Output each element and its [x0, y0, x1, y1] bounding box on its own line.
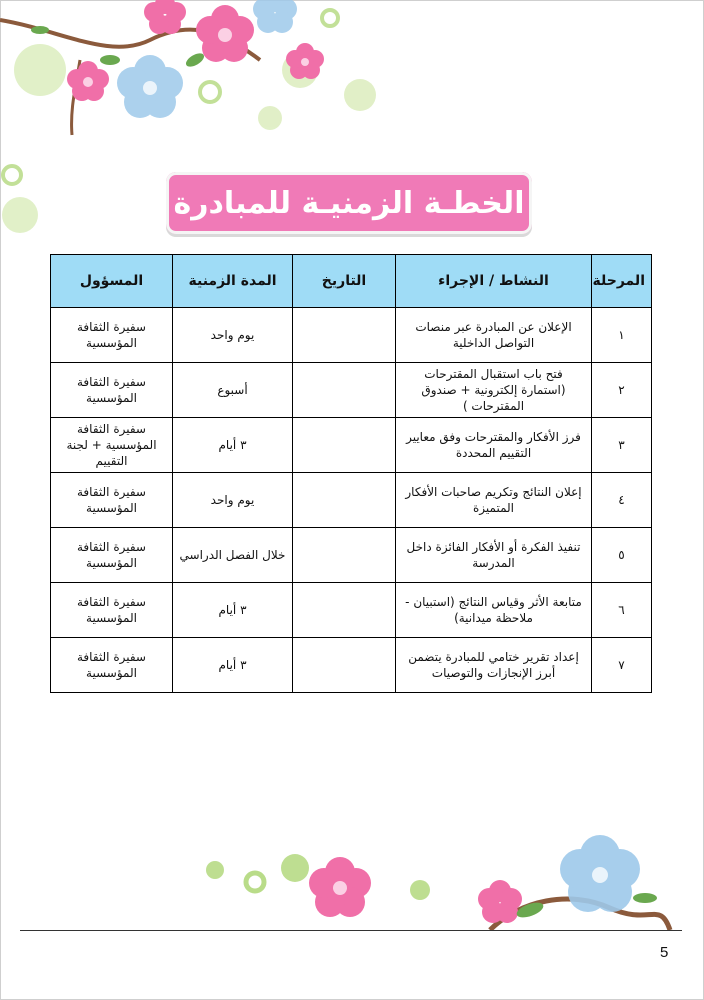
cell-duration: ٣ أيام: [173, 583, 293, 638]
cell-duration: خلال الفصل الدراسي: [173, 528, 293, 583]
cell-date: [293, 308, 396, 363]
cell-stage: ٤: [592, 473, 652, 528]
cell-date: [293, 528, 396, 583]
cell-date: [293, 363, 396, 418]
cell-date: [293, 473, 396, 528]
header-activity: النشاط / الإجراء: [396, 255, 592, 308]
cell-stage: ٦: [592, 583, 652, 638]
cell-activity: الإعلان عن المبادرة عبر منصات التواصل الداخلية: [396, 308, 592, 363]
table-header-row: [51, 255, 652, 308]
cell-stage: ٢: [592, 363, 652, 418]
cell-activity: متابعة الأثر وقياس النتائج (استبيان - ملاحظة ميدانية): [396, 583, 592, 638]
cell-activity: إعلان النتائج وتكريم صاحبات الأفكار المتميزة: [396, 473, 592, 528]
page-number: 5: [660, 944, 669, 961]
cell-responsible: سفيرة الثقافة المؤسسية: [51, 528, 173, 583]
cell-duration: يوم واحد: [173, 473, 293, 528]
cell-responsible: سفيرة الثقافة المؤسسية: [51, 308, 173, 363]
table-row: [51, 473, 652, 528]
table-row: [51, 418, 652, 473]
header-responsible: المسؤول: [51, 255, 173, 308]
cell-stage: ٥: [592, 528, 652, 583]
cell-responsible: سفيرة الثقافة المؤسسية: [51, 638, 173, 693]
cell-date: [293, 638, 396, 693]
header-duration: المدة الزمنية: [173, 255, 293, 308]
cell-activity: فرز الأفكار والمقترحات وفق معايير التقييم المحددة: [396, 418, 592, 473]
cell-activity: فتح باب استقبال المقترحات (استمارة إلكترونية + صندوق المقترحات ): [396, 363, 592, 418]
cell-duration: أسبوع: [173, 363, 293, 418]
table-row: [51, 583, 652, 638]
header-stage: المرحلة: [592, 255, 652, 308]
cell-date: [293, 418, 396, 473]
cell-stage: ١: [592, 308, 652, 363]
cell-responsible: سفيرة الثقافة المؤسسية: [51, 363, 173, 418]
table-row: [51, 528, 652, 583]
timeline-table: [50, 254, 652, 693]
footer-divider: [20, 930, 682, 931]
cell-responsible: سفيرة الثقافة المؤسسية + لجنة التقييم: [51, 418, 173, 473]
page-title-banner: [166, 172, 532, 234]
cell-duration: ٣ أيام: [173, 418, 293, 473]
cell-duration: ٣ أيام: [173, 638, 293, 693]
cell-stage: ٣: [592, 418, 652, 473]
table-row: [51, 308, 652, 363]
cell-activity: تنفيذ الفكرة أو الأفكار الفائزة داخل المدرسة: [396, 528, 592, 583]
cell-stage: ٧: [592, 638, 652, 693]
cell-duration: يوم واحد: [173, 308, 293, 363]
table-row: [51, 363, 652, 418]
page-title: الخطـة الزمنيـة للمبادرة: [173, 185, 525, 221]
cell-date: [293, 583, 396, 638]
cell-responsible: سفيرة الثقافة المؤسسية: [51, 473, 173, 528]
header-date: التاريخ: [293, 255, 396, 308]
floral-decoration-bottom: [200, 830, 680, 930]
cell-responsible: سفيرة الثقافة المؤسسية: [51, 583, 173, 638]
table-row: [51, 638, 652, 693]
cell-activity: إعداد تقرير ختامي للمبادرة يتضمن أبرز الإنجازات والتوصيات: [396, 638, 592, 693]
